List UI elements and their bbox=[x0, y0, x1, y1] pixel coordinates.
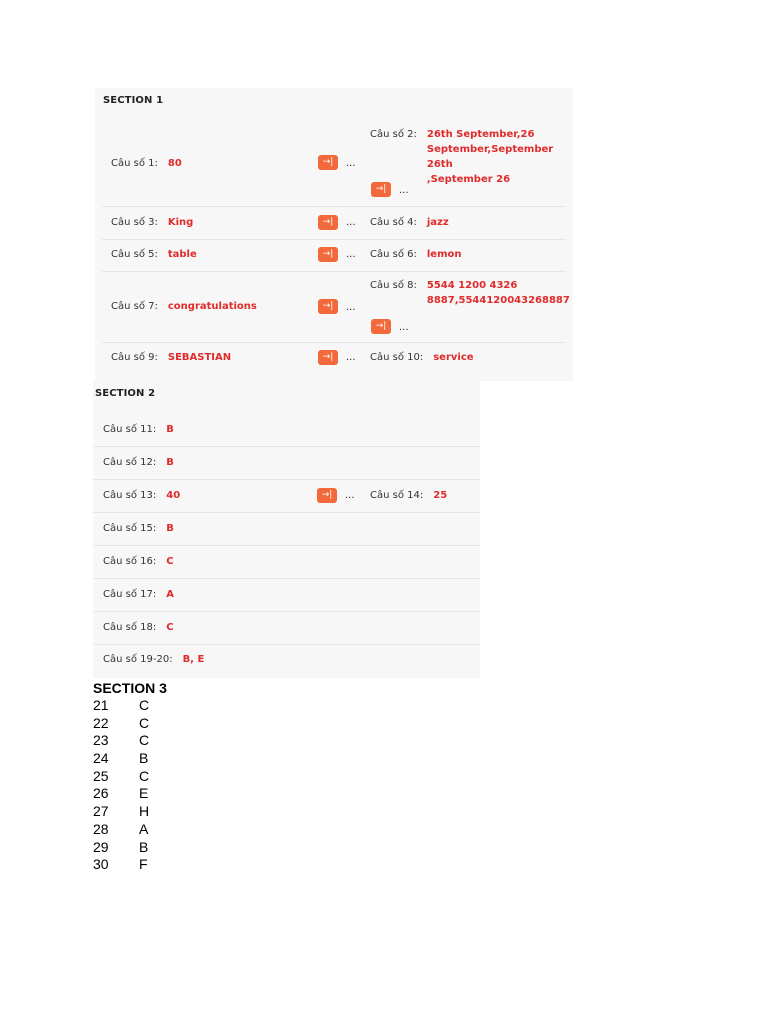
answer-line bbox=[93, 803, 167, 821]
answer-line bbox=[93, 821, 167, 839]
answer-row bbox=[93, 513, 480, 546]
answer-row bbox=[102, 118, 566, 207]
question-2 bbox=[370, 127, 566, 187]
question-label: Câu số 9: bbox=[111, 352, 158, 363]
answer-line bbox=[93, 750, 167, 768]
question-13 bbox=[103, 488, 180, 503]
more-dots[interactable]: ... bbox=[346, 302, 356, 313]
question-number: 24 bbox=[93, 750, 109, 767]
jump-icon[interactable]: →| bbox=[318, 155, 338, 170]
question-label: Câu số 18: bbox=[103, 622, 157, 633]
question-number: 28 bbox=[93, 820, 109, 837]
question-label: Câu số 2: bbox=[370, 129, 417, 140]
answer-text: SEBASTIAN bbox=[167, 352, 232, 363]
question-label: Câu số 6: bbox=[370, 249, 417, 260]
question-10 bbox=[370, 350, 474, 365]
answer-text: 25 bbox=[433, 490, 448, 501]
question-19-20 bbox=[103, 652, 204, 667]
answer-letter: H bbox=[139, 803, 150, 820]
question-3 bbox=[111, 215, 193, 230]
more-dots[interactable]: ... bbox=[399, 322, 409, 333]
answer-row bbox=[93, 579, 480, 612]
question-8 bbox=[370, 278, 570, 308]
answer-line: 26th September,26 bbox=[426, 129, 535, 140]
section2-panel bbox=[93, 381, 480, 678]
section3-answer-list bbox=[93, 697, 167, 874]
more-dots[interactable]: ... bbox=[346, 352, 356, 363]
question-16 bbox=[103, 554, 174, 569]
answer-line bbox=[93, 856, 167, 874]
section2-title: SECTION 2 bbox=[95, 388, 156, 399]
question-label: Câu số 1: bbox=[111, 158, 158, 169]
section1-title: SECTION 1 bbox=[103, 95, 164, 106]
question-label: Câu số 10: bbox=[370, 352, 424, 363]
answer-line: 5544 1200 4326 bbox=[426, 280, 518, 291]
question-15 bbox=[103, 521, 174, 536]
question-label: Câu số 5: bbox=[111, 249, 158, 260]
question-14 bbox=[370, 488, 447, 503]
answer-line bbox=[93, 715, 167, 733]
question-17 bbox=[103, 587, 174, 602]
answer-text bbox=[427, 278, 570, 308]
question-label: Câu số 17: bbox=[103, 589, 157, 600]
answer-text: B bbox=[166, 424, 174, 435]
question-number: 23 bbox=[93, 732, 109, 749]
answer-row bbox=[102, 240, 566, 272]
answer-text: C bbox=[166, 556, 174, 567]
answer-text: table bbox=[167, 249, 197, 260]
question-number: 21 bbox=[93, 697, 109, 713]
answer-line: ,September 26 bbox=[426, 174, 511, 185]
answer-text: jazz bbox=[426, 217, 449, 228]
answer-row bbox=[102, 207, 566, 240]
more-dots[interactable]: ... bbox=[346, 217, 356, 228]
answer-row bbox=[93, 612, 480, 645]
section1-panel bbox=[95, 88, 573, 381]
answer-letter: C bbox=[139, 697, 150, 713]
answer-text: 40 bbox=[166, 490, 181, 501]
question-label: Câu số 13: bbox=[103, 490, 157, 501]
answer-row bbox=[93, 447, 480, 480]
answer-text: King bbox=[167, 217, 194, 228]
answer-letter: B bbox=[139, 750, 149, 767]
more-dots[interactable]: ... bbox=[346, 249, 356, 260]
question-number: 22 bbox=[93, 714, 109, 731]
answer-row bbox=[93, 414, 480, 447]
question-12 bbox=[103, 455, 174, 470]
answer-letter: C bbox=[139, 732, 150, 749]
more-dots[interactable]: ... bbox=[399, 185, 409, 196]
answer-row bbox=[102, 272, 570, 343]
jump-icon[interactable]: →| bbox=[317, 488, 337, 503]
question-label: Câu số 14: bbox=[370, 490, 424, 501]
answer-letter: F bbox=[139, 856, 148, 873]
answer-text: congratulations bbox=[167, 301, 257, 312]
answer-line bbox=[93, 732, 167, 750]
answer-row bbox=[102, 343, 566, 375]
jump-icon[interactable]: →| bbox=[318, 215, 338, 230]
question-9 bbox=[111, 350, 231, 365]
more-dots[interactable]: ... bbox=[346, 158, 356, 169]
question-number: 27 bbox=[93, 803, 109, 820]
answer-letter: C bbox=[139, 714, 150, 731]
answer-line: September,September 26th bbox=[426, 144, 554, 170]
question-7 bbox=[111, 299, 257, 314]
answer-text: B bbox=[166, 523, 174, 534]
question-4 bbox=[370, 215, 449, 230]
answer-text: B bbox=[166, 457, 174, 468]
answer-row bbox=[93, 480, 480, 513]
question-label: Câu số 7: bbox=[111, 301, 158, 312]
question-label: Câu số 19-20: bbox=[103, 654, 173, 665]
jump-icon[interactable]: →| bbox=[318, 299, 338, 314]
section3 bbox=[93, 680, 167, 874]
answer-line bbox=[93, 839, 167, 857]
question-11 bbox=[103, 422, 174, 437]
question-18 bbox=[103, 620, 174, 635]
question-label: Câu số 4: bbox=[370, 217, 417, 228]
answer-row bbox=[93, 645, 480, 677]
question-6 bbox=[370, 247, 462, 262]
answer-text: A bbox=[166, 589, 174, 600]
question-label: Câu số 12: bbox=[103, 457, 157, 468]
answer-letter: B bbox=[139, 838, 149, 855]
question-label: Câu số 3: bbox=[111, 217, 158, 228]
answer-line bbox=[93, 768, 167, 786]
jump-icon[interactable]: →| bbox=[318, 350, 338, 365]
answer-text: service bbox=[433, 352, 474, 363]
question-label: Câu số 16: bbox=[103, 556, 157, 567]
jump-icon[interactable]: →| bbox=[318, 247, 338, 262]
answer-text: B, E bbox=[182, 654, 205, 665]
question-label: Câu số 15: bbox=[103, 523, 157, 534]
section3-title: SECTION 3 bbox=[93, 680, 167, 696]
answer-letter: A bbox=[139, 820, 149, 837]
question-number: 30 bbox=[93, 856, 109, 873]
answer-line bbox=[93, 697, 167, 715]
question-label: Câu số 11: bbox=[103, 424, 157, 435]
answer-row bbox=[93, 546, 480, 579]
question-1 bbox=[111, 156, 182, 171]
answer-line: 8887,5544120043268887 bbox=[426, 295, 570, 306]
question-number: 29 bbox=[93, 838, 109, 855]
question-number: 25 bbox=[93, 767, 109, 784]
question-label: Câu số 8: bbox=[370, 280, 417, 291]
question-5 bbox=[111, 247, 197, 262]
jump-icon[interactable]: →| bbox=[371, 319, 391, 334]
answer-text: 80 bbox=[167, 158, 182, 169]
more-dots[interactable]: ... bbox=[345, 490, 355, 501]
answer-text bbox=[427, 127, 566, 187]
answer-text: C bbox=[166, 622, 174, 633]
answer-line bbox=[93, 785, 167, 803]
answer-letter: C bbox=[139, 767, 150, 784]
question-number: 26 bbox=[93, 785, 109, 802]
jump-icon[interactable]: →| bbox=[371, 182, 391, 197]
answer-letter: E bbox=[139, 785, 149, 802]
answer-text: lemon bbox=[426, 249, 462, 260]
